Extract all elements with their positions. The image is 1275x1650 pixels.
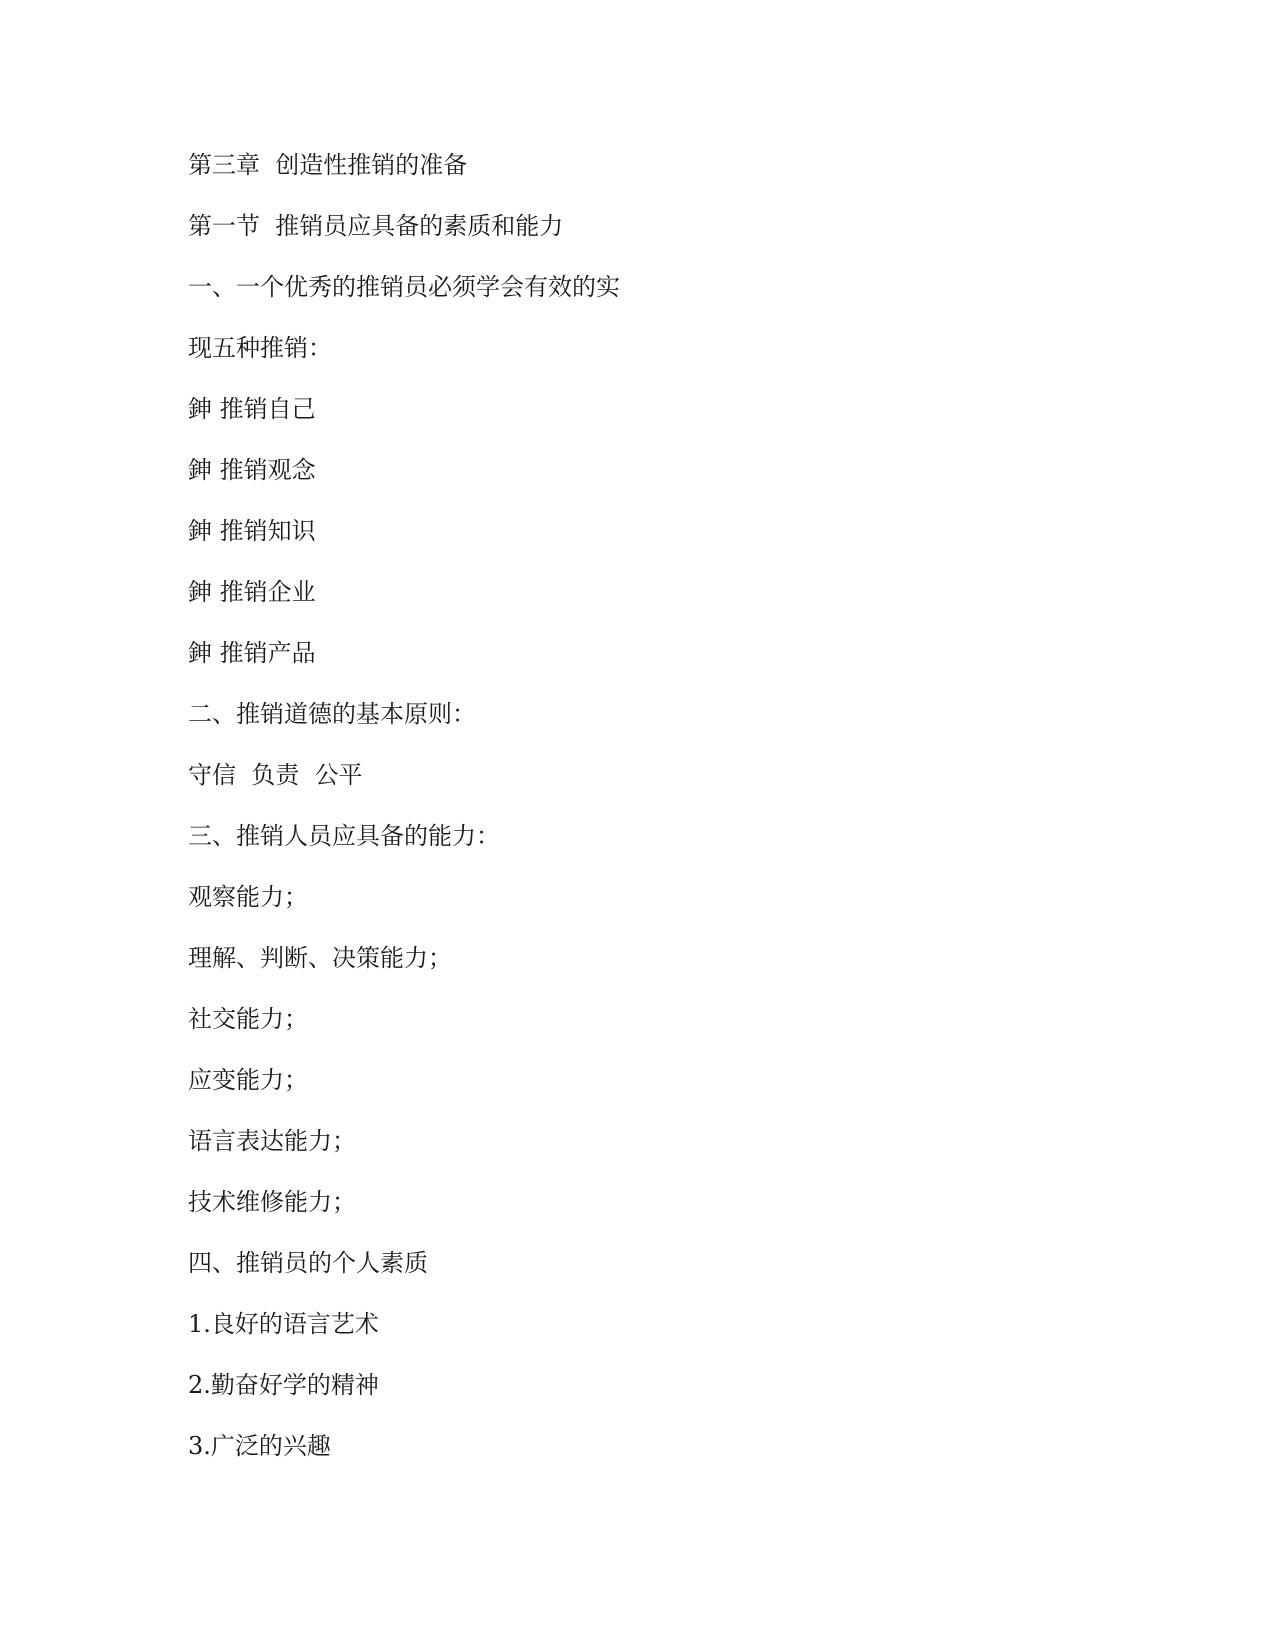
section-title: 第一节 推销员应具备的素质和能力	[188, 212, 564, 240]
list-item: 鉮 推销企业	[188, 578, 316, 606]
document-body	[188, 145, 1088, 1487]
ability-item: 理解、判断、决策能力；	[188, 944, 452, 972]
ability-item: 语言表达能力；	[188, 1127, 356, 1155]
list-item: 鉮 推销观念	[188, 456, 316, 484]
heading-one-line-1: 一、一个优秀的推销员必须学会有效的实	[188, 273, 620, 301]
heading-three: 三、推销人员应具备的能力：	[188, 822, 500, 850]
quality-item: 1.良好的语言艺术	[188, 1310, 379, 1338]
ability-item: 社交能力；	[188, 1005, 308, 1033]
heading-four: 四、推销员的个人素质	[188, 1249, 428, 1277]
principles-line: 守信 负责 公平	[188, 761, 363, 789]
quality-item: 2.勤奋好学的精神	[188, 1371, 379, 1399]
heading-two: 二、推销道德的基本原则：	[188, 700, 476, 728]
quality-item: 3.广泛的兴趣	[188, 1432, 331, 1460]
heading-one-line-2: 现五种推销：	[188, 334, 332, 362]
ability-item: 技术维修能力；	[188, 1188, 356, 1216]
ability-item: 观察能力；	[188, 883, 308, 911]
list-item: 鉮 推销知识	[188, 517, 316, 545]
ability-item: 应变能力；	[188, 1066, 308, 1094]
list-item: 鉮 推销产品	[188, 639, 316, 667]
chapter-title: 第三章 创造性推销的准备	[188, 151, 468, 179]
list-item: 鉮 推销自己	[188, 395, 316, 423]
